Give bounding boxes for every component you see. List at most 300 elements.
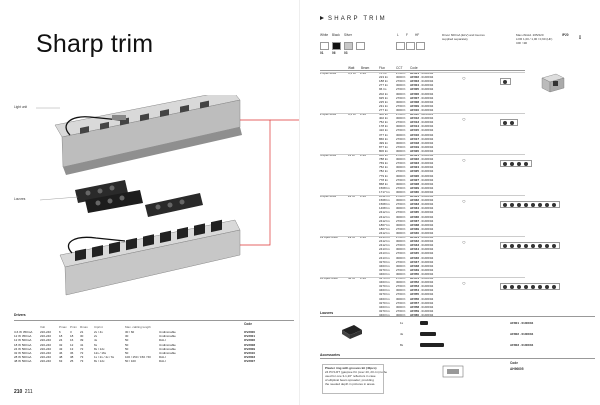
product-thumbnail — [538, 72, 566, 96]
optic-group-watt: 22 W — [348, 194, 356, 198]
drivers-cell: Undimmable — [159, 346, 176, 351]
drivers-cell: 12 — [70, 342, 74, 347]
flux-cell: 96 lm — [379, 87, 387, 92]
cct-cell: 3000 K — [396, 181, 406, 186]
drivers-cell: 220-240 — [40, 330, 52, 334]
flux-cell: 1568 lm — [379, 202, 390, 207]
cct-cell: 3000 K — [396, 304, 406, 309]
spec-line: LOR 1,00 / 1,00 / 0,90 (HF) — [516, 37, 553, 42]
supply-note-line: supplied separately — [442, 37, 468, 42]
drivers-cell: 32 W 500mA — [14, 350, 32, 355]
col-beam-heading: Beam — [361, 66, 370, 70]
flux-cell: 925 lm — [379, 95, 389, 100]
beam-diagram-icon: ○ — [462, 199, 466, 205]
cct-cell: 3000 K — [396, 296, 406, 301]
cct-cell: 3000 K — [396, 132, 406, 137]
drivers-cell: 220-240 — [40, 342, 52, 347]
cct-cell: 2700 K — [396, 202, 406, 207]
cct-cell: 3000 K — [396, 116, 406, 121]
code-cell: AF047 . 01/06/04 — [410, 259, 434, 264]
flux-cell: 779 lm — [379, 173, 389, 178]
cct-cell: 2700 K — [396, 284, 406, 289]
code-cell: AF006 . 01/06/04 — [410, 91, 434, 96]
cct-cell: 3000 K — [396, 206, 406, 211]
drivers-cell: 38 — [70, 355, 74, 360]
cct-cell: 2700 K — [396, 120, 406, 125]
flux-cell: 3270 lm — [379, 259, 390, 264]
cct-cell: 2700 K — [396, 292, 406, 297]
accessory-text-line: the needed depth in pictures in areas. — [325, 382, 376, 387]
light-source-icon — [356, 42, 365, 50]
spec-block — [516, 33, 552, 45]
drivers-cell: 8x / 12x — [94, 346, 105, 351]
cct-cell: 3000 K — [396, 288, 406, 293]
drivers-cell: 48 W 500mA — [14, 359, 32, 364]
code-cell: AF043 . 01/06/04 — [410, 243, 434, 248]
flux-cell: 1867 lm — [379, 222, 390, 227]
finish-silver-label: Silver — [344, 33, 352, 37]
flux-cell: 2413 lm — [379, 251, 390, 256]
cct-cell: 3000 K — [396, 148, 406, 153]
flux-cell: 2413 lm — [379, 255, 390, 260]
optic-layout-diagram — [500, 242, 560, 249]
cct-cell: 3000 K — [396, 222, 406, 227]
beam-hf-label: HF — [415, 33, 420, 37]
code-cell: AF030 . 01/06/04 — [410, 189, 434, 194]
code-cell: AF008 . 01/06/04 — [410, 99, 434, 104]
code-cell: AF016 . 01/06/04 — [410, 132, 434, 137]
cct-cell: 2700 K — [396, 161, 406, 166]
cct-cell: 3000 K — [396, 230, 406, 235]
flux-cell: 402 lm — [379, 116, 389, 121]
drivers-cell: 6x — [94, 342, 98, 347]
cct-cell: 3000 K — [396, 157, 406, 162]
optic-layout-diagram — [500, 160, 532, 167]
louvre-icon — [420, 332, 436, 336]
flux-cell: 78 lm — [379, 71, 387, 75]
flux-cell: 225 lm — [379, 99, 389, 104]
drivers-code-heading: Code — [244, 322, 252, 326]
flux-cell: 3463 lm — [379, 271, 390, 276]
code-cell: AF058 . 01/06/04 — [410, 304, 434, 309]
cct-cell: 2700 K — [396, 144, 406, 149]
accessory-text-line: used for one 3-1,20" reflectors in case — [325, 374, 376, 379]
drivers-cell: 220-240 — [40, 338, 52, 343]
drivers-cell: 72 — [80, 346, 84, 351]
flux-cell: 3463 lm — [379, 312, 390, 317]
accessories-rule — [320, 358, 595, 359]
drivers-cell: 1x / 2x / 4x / 6x — [94, 355, 115, 360]
optic-group-label: 12 optic units — [320, 235, 338, 239]
flux-cell: 1867 lm — [379, 226, 390, 231]
col-flux-heading: Flux — [379, 66, 386, 70]
louvre-icon — [420, 343, 444, 347]
drivers-cell: 18 — [59, 334, 63, 339]
code-cell: AF005 . 01/06/04 — [410, 87, 434, 92]
drivers-cell: 36 — [70, 350, 74, 355]
optic-dot — [503, 285, 507, 289]
code-cell: AF001 . 01/06/04 — [410, 71, 434, 75]
drivers-cell: 30 — [80, 334, 84, 339]
optic-dot — [503, 121, 507, 125]
cct-cell: 2700 K — [396, 300, 406, 305]
drivers-cell: 72 — [80, 350, 84, 355]
drivers-cell: 43 — [59, 346, 63, 351]
right-page — [300, 0, 600, 405]
code-cell: AF057 . 01/06/04 — [410, 300, 434, 305]
code-cell: AF024 . 01/06/04 — [410, 165, 434, 170]
drivers-heading: Drivers — [14, 313, 26, 317]
drivers-cell: OV2007 — [244, 359, 256, 364]
col-watt-heading: Watt — [348, 66, 355, 70]
optic-dot — [524, 203, 528, 207]
optic-dot — [510, 121, 514, 125]
optic-group-watt: 11 W — [348, 153, 355, 157]
accessory-title: Plaster ring with grooves kit (40pcs) — [325, 366, 377, 370]
group-divider — [320, 154, 525, 155]
drivers-cell: 63 — [59, 359, 63, 364]
flux-cell: 2412 lm — [379, 214, 390, 219]
finish-black-swatch — [332, 42, 341, 50]
cct-cell: 3000 K — [396, 312, 406, 317]
cct-cell: 3000 K — [396, 140, 406, 145]
flux-cell: 3463 lm — [379, 280, 390, 285]
group-divider — [320, 72, 525, 73]
code-cell: AF052 . 01/06/04 — [410, 280, 434, 285]
drivers-cell: 32 — [59, 342, 63, 347]
code-cell: AF039 . 01/06/04 — [410, 226, 434, 231]
cct-cell: 2700 K — [396, 185, 406, 190]
code-cell: AF056 . 01/06/04 — [410, 296, 434, 301]
optic-group-beam: 1-10° — [360, 153, 368, 157]
code-cell: AF033 . 01/06/04 — [410, 202, 434, 207]
beam-diagram-icon: ○ — [462, 76, 466, 82]
code-cell: AF022 . 01/06/04 — [410, 157, 434, 162]
finish-black-label: Black — [332, 33, 340, 37]
drivers-cell: 3 — [70, 330, 72, 334]
drivers-cell: Undimmable — [159, 342, 176, 347]
optic-dot — [552, 203, 556, 207]
drivers-table — [14, 326, 294, 365]
accessories-heading: Accessories — [320, 353, 340, 357]
finish-code-black: 06 — [332, 51, 336, 55]
code-cell: AF046 . 01/06/04 — [410, 255, 434, 260]
drivers-cell: 39 — [80, 338, 84, 343]
louvres-heading: Louvres — [320, 311, 334, 315]
flux-cell: 788 lm — [379, 157, 389, 162]
cct-cell: 3000 K — [396, 255, 406, 260]
drivers-header-cell: Ciprint — [94, 325, 103, 329]
cct-cell: 2700 K — [396, 79, 406, 84]
drivers-cell: OV2009 — [244, 346, 256, 351]
drivers-cell: 13 — [70, 346, 74, 351]
optic-group-beam: 1-10° — [360, 71, 368, 75]
code-cell: AF027 . 01/06/04 — [410, 177, 434, 182]
code-cell: AF015 . 01/06/04 — [410, 128, 434, 133]
flux-cell: 202 lm — [379, 91, 389, 96]
flux-cell: 2412 lm — [379, 210, 390, 215]
louvre-size-label: 8x — [400, 343, 404, 347]
finish-silver-swatch — [344, 42, 353, 50]
code-cell: AF038 . 01/06/04 — [410, 222, 434, 227]
optic-dot — [552, 244, 556, 248]
flux-cell: 2412 lm — [379, 230, 390, 235]
drivers-cell: 12x / 16x — [94, 350, 107, 355]
code-cell: AF017 . 01/06/04 — [410, 136, 434, 141]
optic-dot — [524, 244, 528, 248]
drivers-cell: DALI — [159, 355, 166, 360]
section-header-text: SHARP TRIM — [328, 16, 387, 22]
cct-cell: 3000 K — [396, 75, 406, 80]
code-cell: AF041 . 01/06/04 — [410, 235, 434, 239]
flux-cell: 3270 lm — [379, 300, 390, 305]
drivers-cell: 3-6 W 350mA — [14, 330, 33, 334]
code-cell: AF011 . 01/06/04 — [410, 112, 434, 116]
page-numbers — [14, 389, 34, 395]
plaster-ring-image — [440, 362, 466, 382]
cct-cell: 3000 K — [396, 91, 406, 96]
flux-cell: 3463 lm — [379, 263, 390, 268]
drivers-cell: 50 — [125, 346, 129, 351]
flux-cell: 2413 lm — [379, 235, 390, 239]
code-cell: AF040 . 01/06/04 — [410, 230, 434, 235]
cct-cell: 3000 K — [396, 198, 406, 203]
drivers-cell: OV2006 — [244, 338, 256, 343]
flux-cell: 868 lm — [379, 181, 389, 186]
code-cell: AF029 . 01/06/04 — [410, 185, 434, 190]
optic-dot — [503, 203, 507, 207]
flux-cell: 3463 lm — [379, 304, 390, 309]
code-cell: AF023 . 01/06/04 — [410, 161, 434, 166]
optic-group-watt: 3,5 W — [348, 71, 356, 75]
flux-cell: 231 lm — [379, 103, 389, 108]
flux-cell: 2412 lm — [379, 239, 390, 244]
drivers-cell: 73 — [80, 359, 84, 364]
drivers-divider — [14, 320, 294, 321]
group-divider — [320, 277, 525, 278]
optic-dot — [531, 285, 535, 289]
louvre-product-image — [340, 322, 364, 342]
drivers-cell: 21 — [80, 330, 84, 334]
optic-layout-diagram — [500, 78, 511, 85]
optic-dot — [510, 162, 514, 166]
cct-cell: 3000 K — [396, 271, 406, 276]
drivers-cell: 50 — [125, 350, 129, 355]
group-divider — [320, 113, 525, 114]
cct-cell: 3000 K — [396, 214, 406, 219]
optic-dot — [503, 80, 507, 84]
code-cell: AF053 . 01/06/04 — [410, 284, 434, 289]
optic-dot — [510, 203, 514, 207]
accessory-code-heading: Code — [510, 361, 518, 365]
drivers-header-cell: Pmax — [59, 325, 67, 329]
cct-cell: 2700 K — [396, 251, 406, 256]
drivers-cell: 100 / 150 / 150 / 50 — [125, 355, 151, 360]
drivers-cell: 50 — [125, 338, 129, 343]
optic-dot — [503, 244, 507, 248]
flux-cell: 1568 lm — [379, 185, 390, 190]
code-cell: AF036 . 01/06/04 — [410, 214, 434, 219]
code-cell: AF021 . 01/06/04 — [410, 153, 434, 157]
accessory-description — [325, 366, 387, 386]
cct-cell: 2700 K — [396, 71, 406, 75]
drivers-cell: DALI — [159, 359, 166, 364]
cct-cell: 2700 K — [396, 194, 406, 198]
flux-cell: 277 lm — [379, 83, 389, 88]
cct-cell: 2700 K — [396, 112, 406, 116]
louvre-code: AF802 . 01/06/04 — [510, 332, 534, 336]
drivers-cell: 8x / 12x — [94, 359, 105, 364]
col-cct-heading: CCT — [396, 66, 403, 70]
optic-dot — [531, 203, 535, 207]
drivers-cell: 48 — [59, 355, 63, 360]
callout-louvres: Louvres — [14, 197, 26, 201]
cct-cell: 2700 K — [396, 169, 406, 174]
drivers-cell: 220-240 — [40, 350, 52, 355]
cct-cell: 2700 K — [396, 177, 406, 182]
drivers-cell: Undimmable — [159, 330, 176, 334]
cct-cell: 3000 K — [396, 124, 406, 129]
code-cell: AF032 . 01/06/04 — [410, 198, 434, 203]
optic-group-label: 8 optic units — [320, 194, 337, 198]
code-cell: AF059 . 01/06/04 — [410, 308, 434, 313]
cct-cell: 3000 K — [396, 189, 406, 194]
drivers-cell: 25 — [70, 359, 74, 364]
cct-cell: 2700 K — [396, 103, 406, 108]
cct-cell: 2700 K — [396, 218, 406, 223]
optic-group-label: 2 optic units — [320, 112, 337, 116]
optic-dot — [524, 162, 528, 166]
optic-layout-diagram — [500, 283, 560, 290]
section-header — [320, 16, 387, 22]
optic-dot — [538, 285, 542, 289]
light-unit-top-image — [55, 95, 242, 175]
flux-cell: 277 lm — [379, 107, 389, 112]
accessory-text-line: of elliptical beam spreader; providing — [325, 378, 374, 383]
flux-cell: 769 lm — [379, 161, 389, 166]
drivers-cell: 16 — [70, 338, 74, 343]
flux-cell: 3463 lm — [379, 296, 390, 301]
code-cell: AF013 . 01/06/04 — [410, 120, 434, 125]
optic-group-watt: 6,5 W — [348, 112, 356, 116]
optic-layout-diagram — [500, 119, 518, 126]
cct-cell: 2700 K — [396, 210, 406, 215]
cct-cell: 2700 K — [396, 153, 406, 157]
callout-light-unit: Light unit — [14, 105, 27, 109]
optic-dot — [524, 285, 528, 289]
code-cell: AF042 . 01/06/04 — [410, 239, 434, 244]
class-mark: [] — [579, 35, 582, 39]
finish-code-silver: 03 — [344, 51, 348, 55]
drivers-cell: 30 / 60 — [125, 330, 135, 334]
code-cell: AF060 . 01/06/04 — [410, 312, 434, 317]
drivers-cell: 220-240 — [40, 359, 52, 364]
cct-cell: 3000 K — [396, 99, 406, 104]
beam-diagram-icon: ○ — [462, 240, 466, 246]
drivers-cell: Undimmable — [159, 334, 176, 339]
supply-note — [442, 33, 485, 41]
cct-cell: 2700 K — [396, 136, 406, 141]
drivers-cell: OV2008 — [244, 342, 256, 347]
drivers-cell: 50 / 100 — [125, 359, 136, 364]
drivers-cell: OV2010 — [244, 350, 256, 355]
optic-dot — [538, 244, 542, 248]
drivers-header-cell: Max. cabling length — [125, 325, 151, 329]
accessory-code: AH96605 — [510, 367, 524, 371]
flux-cell: 1468 lm — [379, 206, 390, 211]
flux-cell: 410 lm — [379, 128, 389, 133]
beam-f-icon — [406, 42, 415, 50]
cct-cell: 3000 K — [396, 107, 406, 112]
optic-group-beam: 1-10° — [360, 235, 368, 239]
code-cell: AF019 . 01/06/04 — [410, 144, 434, 149]
drivers-cell: DALI — [159, 338, 166, 343]
supply-note-line: Driver 600mA (ELV) and louvres — [442, 33, 485, 37]
col-code-heading: Code — [410, 66, 418, 70]
flux-cell: 499 lm — [379, 140, 389, 145]
optic-dot — [531, 244, 535, 248]
louvre-icon — [420, 321, 428, 325]
drivers-cell: 18 — [70, 334, 74, 339]
cct-cell: 2700 K — [396, 226, 406, 231]
flux-cell: 866 lm — [379, 136, 389, 141]
code-cell: AF009 . 01/06/04 — [410, 103, 434, 108]
cct-cell: 3000 K — [396, 263, 406, 268]
louvre-size-label: 1x — [400, 321, 404, 325]
drivers-cell: 46 — [59, 350, 63, 355]
flux-cell: 2412 lm — [379, 218, 390, 223]
drivers-cell: 4x — [94, 338, 98, 343]
drivers-cell: 18 W 500mA — [14, 342, 32, 347]
code-cell: AF003 . 01/06/04 — [410, 79, 434, 84]
cct-cell: 2700 K — [396, 243, 406, 248]
drivers-cell: 73 — [80, 355, 84, 360]
cct-cell: 3000 K — [396, 173, 406, 178]
code-cell: AF034 . 01/06/04 — [410, 206, 434, 211]
drivers-cell: 50 — [125, 342, 129, 347]
flux-cell: 2413 lm — [379, 247, 390, 252]
optic-group-label: 16 optic units — [320, 276, 338, 280]
spec-line: CRI >90 — [516, 41, 528, 46]
code-cell: AF048 . 01/06/04 — [410, 263, 434, 268]
flux-cell: 3270 lm — [379, 267, 390, 272]
drivers-cell: Undimmable — [159, 350, 176, 355]
optic-group-watt: 44 W — [348, 276, 356, 280]
code-cell: AF035 . 01/06/04 — [410, 210, 434, 215]
optic-layout-diagram — [500, 201, 560, 208]
drivers-cell: OV2001 — [244, 334, 256, 339]
code-cell: AF014 . 01/06/04 — [410, 124, 434, 129]
code-cell: AF037 . 01/06/04 — [410, 218, 434, 223]
optic-dot — [517, 244, 521, 248]
beam-l-label: L — [397, 33, 399, 37]
louvre-code: AF801 . 01/06/04 — [510, 321, 534, 325]
cct-cell: 2700 K — [396, 259, 406, 264]
code-cell: AF054 . 01/06/04 — [410, 288, 434, 293]
optic-group-beam: 1-10° — [360, 194, 368, 198]
drivers-row — [14, 360, 294, 364]
flux-cell: 778 lm — [379, 177, 389, 182]
drivers-cell: 2x — [94, 334, 98, 339]
optic-dot — [517, 285, 521, 289]
code-cell: AF031 . 01/06/04 — [410, 194, 434, 198]
optic-dot — [545, 285, 549, 289]
louvre-size-label: 4x — [400, 332, 404, 336]
cct-cell: 2700 K — [396, 128, 406, 133]
drivers-cell: 2x / 4x — [94, 330, 103, 334]
finish-white-swatch — [320, 42, 329, 50]
bracket-icon — [320, 16, 324, 20]
